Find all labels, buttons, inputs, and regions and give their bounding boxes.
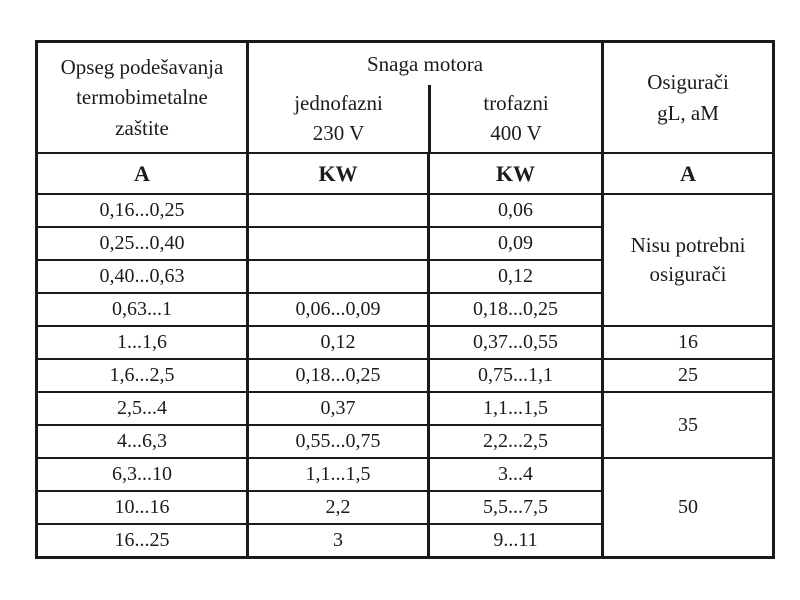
cell-trofazni: 1,1...1,5 bbox=[429, 392, 603, 425]
cell-jednofazni bbox=[248, 227, 429, 260]
cell-trofazni: 0,37...0,55 bbox=[429, 326, 603, 359]
cell-jednofazni bbox=[248, 260, 429, 293]
cell-opseg: 2,5...4 bbox=[37, 392, 248, 425]
header-opseg-line3: zaštite bbox=[115, 115, 169, 140]
cell-trofazni: 0,09 bbox=[429, 227, 603, 260]
cell-trofazni: 2,2...2,5 bbox=[429, 425, 603, 458]
header-jednofazni-line2: 230 V bbox=[312, 120, 365, 145]
table-row bbox=[37, 194, 774, 227]
motor-protection-table bbox=[35, 40, 775, 559]
cell-opseg: 4...6,3 bbox=[37, 425, 248, 458]
cell-opseg: 0,40...0,63 bbox=[37, 260, 248, 293]
cell-jednofazni: 0,55...0,75 bbox=[248, 425, 429, 458]
table-row bbox=[37, 458, 774, 491]
cell-osiguraci: 35 bbox=[603, 392, 774, 458]
cell-jednofazni: 2,2 bbox=[248, 491, 429, 524]
cell-opseg: 0,25...0,40 bbox=[37, 227, 248, 260]
cell-opseg: 1,6...2,5 bbox=[37, 359, 248, 392]
header-trofazni-cell bbox=[428, 85, 601, 152]
cell-osiguraci: 50 bbox=[603, 458, 774, 557]
cell-opseg: 10...16 bbox=[37, 491, 248, 524]
cell-opseg: 1...1,6 bbox=[37, 326, 248, 359]
header-snaga-motora-title: Snaga motora bbox=[366, 51, 484, 76]
header-osiguraci-line1: Osigurači bbox=[647, 70, 729, 95]
cell-trofazni: 0,12 bbox=[429, 260, 603, 293]
header-opseg-line1: Opseg podešavanja bbox=[60, 54, 224, 79]
cell-trofazni: 9...11 bbox=[429, 524, 603, 557]
fuse-note-line1: Nisu potrebni bbox=[630, 232, 746, 257]
header-osiguraci-line2: gL, aM bbox=[657, 100, 719, 125]
header-opseg-cell bbox=[37, 42, 248, 154]
cell-osiguraci-nisu-potrebni bbox=[603, 194, 774, 326]
table-header-row bbox=[37, 42, 774, 154]
cell-jednofazni bbox=[248, 194, 429, 227]
cell-jednofazni: 0,18...0,25 bbox=[248, 359, 429, 392]
cell-jednofazni: 0,37 bbox=[248, 392, 429, 425]
cell-opseg: 0,63...1 bbox=[37, 293, 248, 326]
table-row bbox=[37, 326, 774, 359]
table-row bbox=[37, 359, 774, 392]
header-trofazni-line1: trofazni bbox=[483, 91, 549, 116]
header-jednofazni-line1: jednofazni bbox=[294, 91, 383, 116]
cell-trofazni: 5,5...7,5 bbox=[429, 491, 603, 524]
unit-osiguraci: A bbox=[603, 153, 774, 194]
unit-opseg: A bbox=[37, 153, 248, 194]
header-snaga-motora-cell bbox=[248, 42, 603, 154]
cell-trofazni: 3...4 bbox=[429, 458, 603, 491]
cell-osiguraci: 25 bbox=[603, 359, 774, 392]
cell-jednofazni: 3 bbox=[248, 524, 429, 557]
cell-trofazni: 0,18...0,25 bbox=[429, 293, 603, 326]
cell-opseg: 16...25 bbox=[37, 524, 248, 557]
header-osiguraci-cell bbox=[603, 42, 774, 154]
header-opseg-line2: termobimetalne bbox=[76, 85, 208, 110]
header-jednofazni-cell bbox=[249, 85, 428, 152]
unit-trofazni: KW bbox=[429, 153, 603, 194]
cell-jednofazni: 0,12 bbox=[248, 326, 429, 359]
cell-jednofazni: 0,06...0,09 bbox=[248, 293, 429, 326]
table-row bbox=[37, 392, 774, 425]
cell-trofazni: 0,06 bbox=[429, 194, 603, 227]
units-row bbox=[37, 153, 774, 194]
header-snaga-subcolumns bbox=[249, 85, 601, 152]
header-trofazni-line2: 400 V bbox=[490, 120, 542, 145]
cell-trofazni: 0,75...1,1 bbox=[429, 359, 603, 392]
cell-jednofazni: 1,1...1,5 bbox=[248, 458, 429, 491]
unit-jednofazni: KW bbox=[248, 153, 429, 194]
cell-opseg: 0,16...0,25 bbox=[37, 194, 248, 227]
cell-opseg: 6,3...10 bbox=[37, 458, 248, 491]
fuse-note-line2: osigurači bbox=[649, 262, 727, 286]
cell-osiguraci: 16 bbox=[603, 326, 774, 359]
